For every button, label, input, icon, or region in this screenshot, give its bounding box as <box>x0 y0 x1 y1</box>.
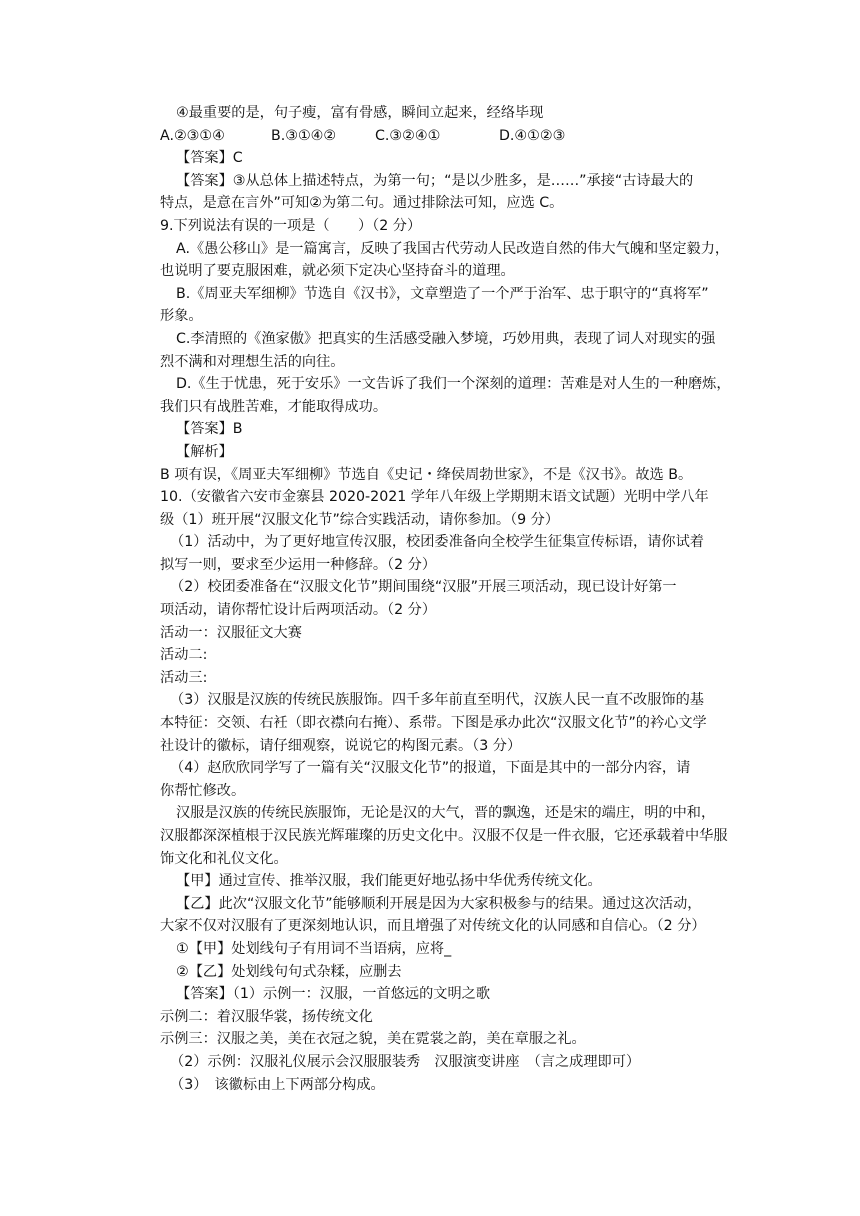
q9-analysis-label: 【解析】 <box>176 443 233 460</box>
activity-3: 活动三: <box>160 669 208 686</box>
q10-part-4: （4）赵欣欣同学写了一篇有关“汉服文化节”的报道，下面是其中的一部分内容，请 <box>170 760 691 777</box>
report-yi: 【乙】此次“汉服文化节”能够顺利开展是因为大家积极参与的结果。通过这次活动， <box>176 895 702 912</box>
q9-analysis: B 项有误，《周亚夫军细柳》节选自《史记・绛侯周勃世家》，不是《汉书》。故选 B。 <box>160 466 693 483</box>
sub-question-2: ②【乙】处划线句句式杂糅，应删去 <box>176 963 402 980</box>
report-yi-cont: 大家不仅对汉服有了更深刻地认识，而且增强了对传统文化的认同感和自信心。（2 分） <box>160 918 706 935</box>
report-para-1: 汉服是汉族的传统民族服饰，无论是汉的大气，晋的飘逸，还是宋的端庄，明的中和， <box>176 805 716 822</box>
sub-question-1: ①【甲】处划线句子有用词不当语病，应将_ <box>176 940 452 957</box>
answer-explanation: 【答案】③从总体上描述特点，为第一句；“是以少胜多，是……”承接“古诗最大的 <box>176 172 694 189</box>
q9-option-b: B.《周亚夫军细柳》节选自《汉书》，文章塑造了一个严于治军、忠于职守的“真将军” <box>176 285 709 302</box>
q10-part-4-cont: 你帮忙修改。 <box>160 782 246 799</box>
q10-answer-1: 【答案】（1）示例一：汉服，一首悠远的文明之歌 <box>176 986 491 1003</box>
option-c: C.③②④① <box>375 127 441 144</box>
q10-part-3-cont: 本特征：交领、右衽（即衣襟向右掩）、系带。下图是承办此次“汉服文化节”的衿心文学 <box>160 715 707 732</box>
q10-part-3: （3）汉服是汉族的传统民族服饰。四千多年前直至明代，汉族人民一直不改服饰的基 <box>170 692 704 709</box>
q10-part-2-cont: 项活动，请你帮忙设计后两项活动。（2 分） <box>160 602 437 619</box>
option-a: A.②③①④ <box>160 127 225 144</box>
answer-explanation-cont: 特点，是意在言外”可知②为第二句。通过排除法可知，应选 C。 <box>160 195 564 212</box>
example-2: 示例二：着汉服华裳，扬传统文化 <box>160 1008 373 1025</box>
question-9: 9.下列说法有误的一项是（ ）（2 分） <box>160 217 422 234</box>
q9-option-c: C.李清照的《渔家傲》把真实的生活感受融入梦境，巧妙用典，表现了词人对现实的强 <box>176 330 716 347</box>
q10-part-2: （2）校团委准备在“汉服文化节”期间围绕“汉服”开展三项活动，现已设计好第一 <box>170 579 677 596</box>
q9-option-d-cont: 我们只有战胜苦难，才能取得成功。 <box>160 398 388 415</box>
q9-option-a-cont: 也说明了要克服困难，就必须下定决心坚持奋斗的道理。 <box>160 263 515 280</box>
report-para-1-cont-2: 饰文化和礼仪文化。 <box>160 850 288 867</box>
q10-part-3-cont-2: 社设计的徽标，请仔细观察，说说它的构图元素。（3 分） <box>160 737 522 754</box>
q10-answer-3: （3） 该徽标由上下两部分构成。 <box>170 1076 385 1093</box>
q10-part-1-cont: 拟写一则，要求至少运用一种修辞。（2 分） <box>160 556 437 573</box>
option-b: B.③①④② <box>271 127 337 144</box>
q9-option-b-cont: 形象。 <box>160 308 203 325</box>
q10-part-1: （1）活动中，为了更好地宣传汉服，校团委准备向全校学生征集宣传标语，请你试着 <box>170 534 704 551</box>
report-para-1-cont: 汉服都深深植根于汉民族光辉璀璨的历史文化中。汉服不仅是一件衣服，它还承载着中华服 <box>160 828 728 844</box>
example-3: 示例三：汉服之美，美在衣冠之貌，美在霓裳之韵，美在章服之礼。 <box>160 1031 586 1048</box>
activity-1: 活动一：汉服征文大赛 <box>160 624 302 641</box>
q10-answer-2: （2）示例：汉服礼仪展示会汉服服装秀 汉服演变讲座 （言之成理即可） <box>170 1053 641 1070</box>
q9-answer: 【答案】B <box>176 421 243 438</box>
question-10: 10.（安徽省六安市金寨县 2020-2021 学年八年级上学期期末语文试题）光明中学八年 <box>160 489 709 506</box>
question-10-cont: 级（1）班开展“汉服文化节”综合实践活动，请你参加。（9 分） <box>160 511 560 528</box>
report-jia: 【甲】通过宣传、推举汉服，我们能更好地弘扬中华优秀传统文化。 <box>176 873 602 890</box>
q9-option-a: A.《愚公移山》是一篇寓言，反映了我国古代劳动人民改造自然的伟大气魄和坚定毅力， <box>176 240 730 257</box>
q9-option-d: D.《生于忧患，死于安乐》一文告诉了我们一个深刻的道理：苦难是对人生的一种磨炼， <box>176 376 731 393</box>
option-d: D.④①②③ <box>499 127 566 144</box>
document-body <box>0 102 860 1096</box>
answer-label: 【答案】C <box>176 150 243 167</box>
activity-2: 活动二: <box>160 647 208 664</box>
q9-option-c-cont: 烈不满和对理想生活的向往。 <box>160 353 345 370</box>
answer-options <box>0 125 860 148</box>
sentence-4: ④最重要的是，句子瘦，富有骨感，瞬间立起来，经络毕现 <box>176 105 544 121</box>
